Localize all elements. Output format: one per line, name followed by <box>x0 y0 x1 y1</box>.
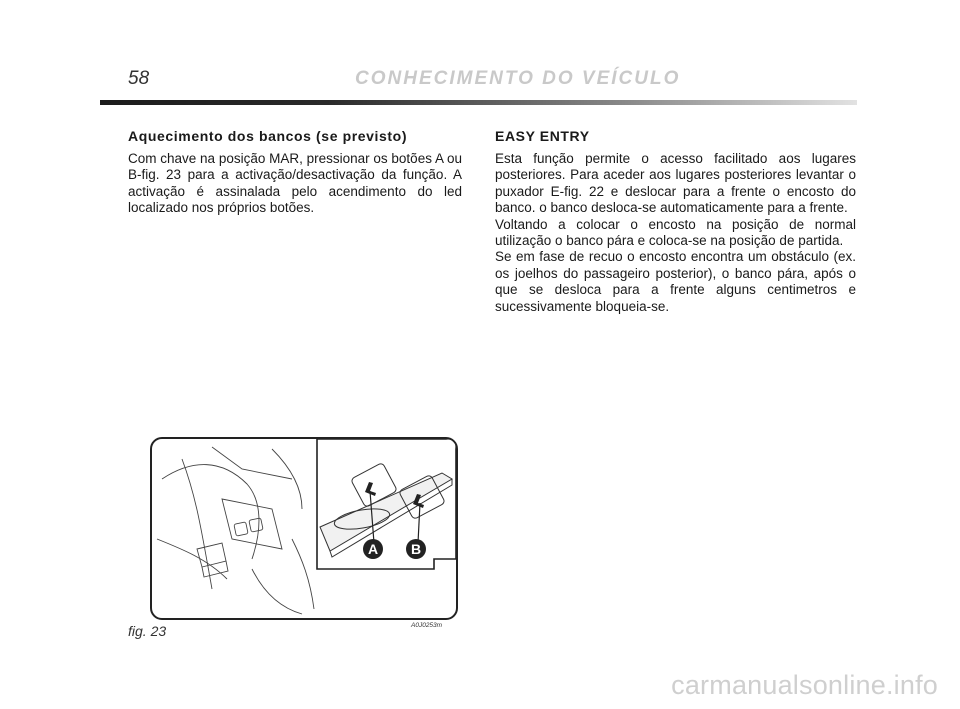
section-title-easy-entry: EASY ENTRY <box>495 128 590 144</box>
figure-caption: fig. 23 <box>128 623 167 639</box>
figure-code: A0J0253m <box>411 622 443 629</box>
callout-a: A <box>367 541 379 557</box>
header-rule <box>100 100 857 105</box>
page-number: 58 <box>128 68 150 89</box>
watermark: carmanualsonline.info <box>671 670 938 700</box>
running-header: CONHECIMENTO DO VEÍCULO <box>355 68 681 89</box>
right-column <box>495 128 856 315</box>
easy-entry-paragraph-2: Voltando a colocar o encosto na posição de normal utilização o banco pára e coloca-se na posição de partida. <box>495 216 856 249</box>
figure-23 <box>150 437 458 620</box>
section-title-seat-heating: Aquecimento dos bancos (se previsto) <box>128 128 408 144</box>
seat-heating-buttons-illustration <box>152 439 456 618</box>
callout-b: B <box>410 541 422 557</box>
seat-heating-text: Com chave na posição MAR, pressionar os botões A ou B-fig. 23 para a activação/desactivação da função. A activação é assinalada pelo acendimento do led localizado nos próprios botões. <box>128 151 462 216</box>
easy-entry-paragraph-3: Se em fase de recuo o encosto encontra um obstáculo (ex. os joelhos do passageiro posterior), o banco pára, após o que se desloca para a frente alguns centimetros e sucessivamente bloqueia-se. <box>495 249 856 314</box>
left-column <box>128 128 462 217</box>
easy-entry-paragraph-1: Esta função permite o acesso facilitado aos lugares posteriores. Para aceder aos lugares posteriores levantar o puxador E-fig. 22 e deslocar para a frente o encosto do banco. o banco desloca-se automaticamente para a frente. <box>495 151 856 216</box>
